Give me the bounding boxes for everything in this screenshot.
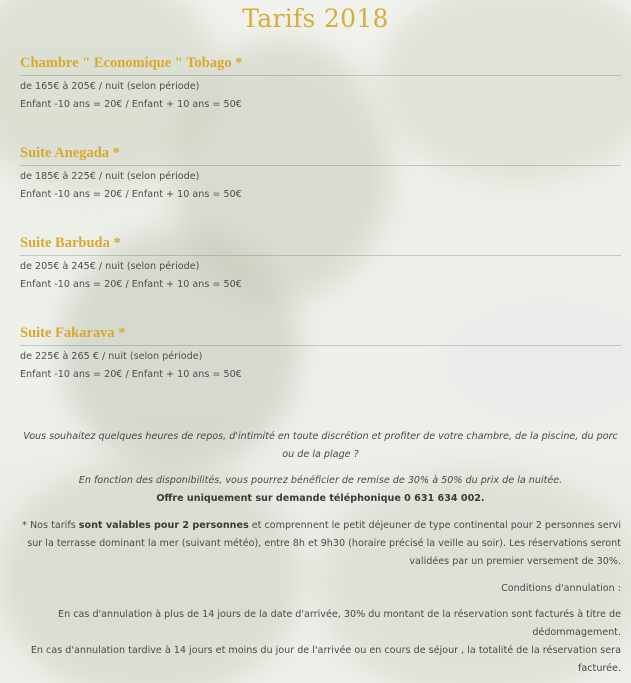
room-children-price: Enfant -10 ans = 20€ / Enfant + 10 ans = 50€ [20, 99, 242, 110]
notes-rest: et comprennent le petit déjeuner de type continental pour 2 personnes servi sur la terrasse dominant la mer (suivant météo), entre 8h et 9h30 (horaire précisé la veille au soir). Les réservations seront validées par un premier versement de 30%. [27, 520, 621, 567]
room-name: Suite Anegada * [20, 145, 621, 166]
room-price: de 225€ à 265 € / nuit (selon période) [20, 351, 203, 362]
cancellation-late: En cas d'annulation tardive à 14 jours et moins du jour de l'arrivée ou en cours de séjour , la totalité de la réservation sera facturée. [30, 645, 621, 674]
tariff-notes [20, 517, 621, 571]
room-children-price: Enfant -10 ans = 20€ / Enfant + 10 ans = 50€ [20, 189, 242, 200]
room-fakarava [20, 325, 621, 384]
page-title: Tarifs 2018 [242, 4, 389, 33]
cancellation-early: En cas d'annulation à plus de 14 jours de la date d'arrivée, 30% du montant de la réservation sont facturés à titre de dédommagement. [58, 609, 621, 638]
room-children-price: Enfant -10 ans = 20€ / Enfant + 10 ans = 50€ [20, 369, 242, 380]
room-price: de 165€ à 205€ / nuit (selon période) [20, 81, 200, 92]
room-name: Suite Barbuda * [20, 235, 621, 256]
room-tobago [20, 55, 621, 114]
offer-discount: En fonction des disponibilités, vous pourrez bénéficier de remise de 30% à 50% du prix de la nuitée. [78, 475, 563, 486]
room-children-price: Enfant -10 ans = 20€ / Enfant + 10 ans = 50€ [20, 279, 242, 290]
room-anegada [20, 145, 621, 204]
room-barbuda [20, 235, 621, 294]
offer-phone: Offre uniquement sur demande téléphonique 0 631 634 002. [156, 493, 485, 504]
room-name: Chambre " Economique " Tobago * [20, 55, 621, 76]
room-price: de 205€ à 245€ / nuit (selon période) [20, 261, 200, 272]
room-price: de 185€ à 225€ / nuit (selon période) [20, 171, 200, 182]
offer-question: Vous souhaitez quelques heures de repos, d'intimité en toute discrétion et profiter de votre chambre, de la piscine, du porc ou de la plage ? [23, 431, 618, 460]
notes-bold: sont valables pour 2 personnes [78, 520, 249, 531]
cancellation-title: Conditions d'annulation : [501, 583, 621, 594]
room-name: Suite Fakarava * [20, 325, 621, 346]
notes-prefix: * Nos tarifs [22, 520, 79, 531]
